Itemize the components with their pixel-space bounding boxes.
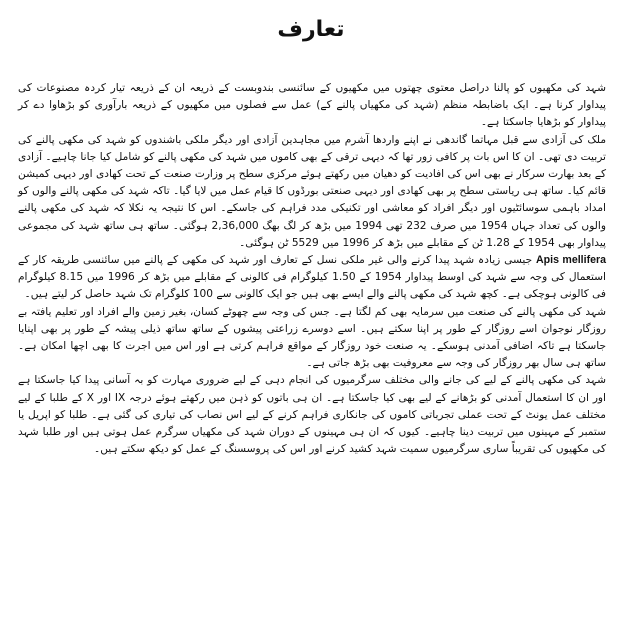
- paragraph-2: ملک کی آزادی سے قبل مہاتما گاندھی نے اپنے واردھا آشرم میں مجاہدین آزادی اور دیگر ملکی باشندوں کو شہد کی مکھی پالنے کی تربیت دی تھی۔ ان کا اس بات پر کافی زور تھا کہ دیہی ترقی کے بھی کاموں میں شہد کی مکھی پالنے کو شامل کیا جانا چاہیے۔ آزادی کے بعد بھارت سرکار نے بھی اس کی افادیت کو دھیان میں رکھتے ہوئے مرکزی سطح پر وزارت صنعت کے تحت کھادی اور دیہی کمیشن قائم کیا۔ ساتھ ہی ریاستی سطح پر بھی کھادی اور دیہی صنعتی بورڈوں کا قیام عمل میں لایا گیا۔ تاکہ شہد کی مکھی پالنے والوں کو امداد باہمی سوسائٹیوں اور دیگر افراد کو معاشی اور تکنیکی مدد فراہم کی جاسکے۔ اس کا نتیجہ یہ نکلا کہ شہد کی مکھی پالنے والوں کی تعداد جہاں 1954 میں صرف 232 تھی 1994 میں بڑھ کر لگ بھگ 2,36,000 ہوگئی۔ ساتھ ہی ساتھ شہد کی مجموعی پیداوار بھی 1954 کے 1.28 ٹن کے مقابلے میں بڑھ کر 1996 میں 5529 ٹن ہوگئی۔: [18, 133, 606, 249]
- paragraph-3: [18, 252, 606, 304]
- page-title: تعارف: [277, 17, 345, 42]
- paragraph-4: شہد کی مکھی پالنے کی صنعت میں سرمایہ بھی کم لگتا ہے۔ جس کی وجہ سے چھوٹے کسان، بغیر زمین والے افراد اور تعلیم یافتہ بے روزگار نوجوان اسے روزگار کے طور پر اپنا سکتے ہیں۔ اسے دوسرے زراعتی پیشوں کے ساتھ ساتھ ذیلی پیشہ کے طور پر بھی اپنایا جاسکتا ہے تاکہ اضافی آمدنی ہوسکے۔ یہ صنعت خود روزگار کے مواقع فراہم کرتی ہے اور اس میں اجرت کا بھی اچھا امکان ہے۔ ساتھ ہی سال بھر روزگار کی وجہ سے معروفیت بھی بڑھ جاتی ہے۔: [18, 305, 606, 370]
- species-name: Apis mellifera: [536, 254, 606, 267]
- paragraph-1: شہد کی مکھیوں کو پالنا دراصل معتوی چھتوں میں مکھیوں کے سائنسی بندوبست کے ذریعہ ان کے ذریعہ تیار کردہ مصنوعات کی پیداوار کرنا ہے۔ ایک باضابطہ منظم (شہد کی مکھیاں پالنے کے) عمل سے فصلوں میں مکھیوں کے ذریعہ بارآوری کو بڑھاوا دے کر پیداوار کو بڑھایا جاسکتا ہے۔: [18, 82, 606, 129]
- body-text: [18, 80, 606, 458]
- paragraph-5: شہد کی مکھی پالنے کے لیے کی جانے والی مختلف سرگرمیوں کی انجام دہی کے لیے ضروری مہارت کو بہ آسانی پیدا کیا جاسکتا ہے اور ان کا استعمال آمدنی کو بڑھانے کے لیے بھی کیا جاسکتا ہے۔ ان ہی باتوں کو ذہن میں رکھتے ہوئے درجہ IX اور X کے طلبا کے لیے مختلف عمل یونٹ کے تحت عملی تجرباتی کاموں کی جانکاری فراہم کرنے کے لیے اس نصاب کی تیاری کی گئی ہے۔ طلبا کو اپریل یا ستمبر کے مہینوں میں تربیت دینا چاہیے۔ کیوں کہ ان ہی مہینوں کے دوران شہد کی مکھیاں سرگرم عمل ہوتی ہیں اور طلبا شہد کی مکھیوں کی تقریباً ساری سرگرمیوں سمیت شہد کشید کرنے اور اس کی پروسسنگ کے عمل کو دیکھ سکتے ہیں۔: [18, 374, 606, 456]
- paragraph-3-text: جیسی زیادہ شہد پیدا کرنے والی غیر ملکی نسل کے تعارف اور شہد کی مکھی کے پالنے میں سائنسی طریقہ کار کے استعمال کی وجہ سے شہد کی اوسط پیداوار 1954 کے 1.50 کیلوگرام فی کالونی کے مقابلے میں بڑھ کر 1996 میں 8.15 کیلوگرام فی کالونی ہوچکی ہے۔ کچھ شہد کی مکھی پالنے والے ایسے بھی ہیں جو ایک کالونی سے 100 کلوگرام تک شہد حاصل کر لیتے ہیں۔: [18, 254, 606, 301]
